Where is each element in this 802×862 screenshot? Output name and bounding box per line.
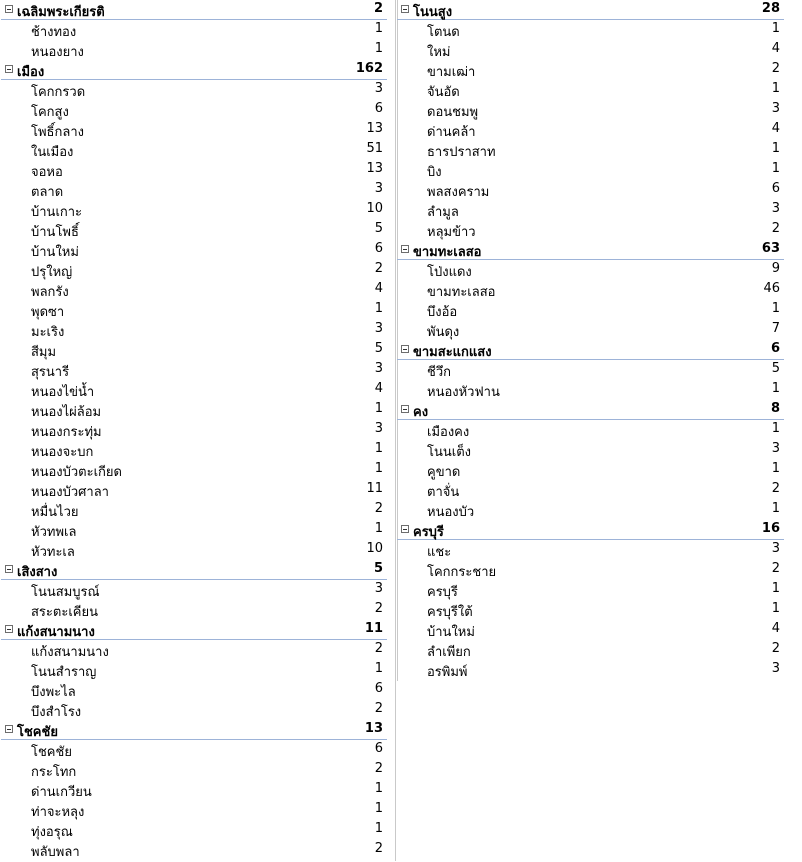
subdistrict-name: เมืองคง [427,425,470,440]
subdistrict-name: ด่านคล้า [427,125,476,140]
subdistrict-count: 4 [771,621,780,636]
subdistrict-row[interactable] [1,40,387,60]
subdistrict-row[interactable] [397,140,784,160]
subdistrict-count: 2 [374,601,383,616]
subdistrict-count: 5 [374,341,383,356]
collapse-toggle-icon[interactable] [5,5,13,13]
subdistrict-count: 2 [771,221,780,236]
subdistrict-row[interactable] [397,20,784,40]
subdistrict-count: 2 [771,641,780,656]
subdistrict-row[interactable] [397,620,784,640]
subdistrict-count: 10 [366,541,383,556]
subdistrict-row[interactable] [1,340,387,360]
subdistrict-row[interactable] [1,360,387,380]
subdistrict-count: 1 [771,381,780,396]
subdistrict-row[interactable] [1,300,387,320]
district-name: แก้งสนามนาง [17,625,95,640]
subdistrict-name: หลุมข้าว [427,225,476,240]
subdistrict-count: 3 [771,541,780,556]
subdistrict-name: ในเมือง [31,145,74,160]
subdistrict-count: 1 [374,401,383,416]
subdistrict-row[interactable] [397,60,784,80]
subdistrict-name: หนองบัวศาลา [31,485,109,500]
subdistrict-name: หัวทะเล [31,545,75,560]
subdistrict-name: หนองบัว [427,505,475,520]
subdistrict-row[interactable] [1,800,387,820]
subdistrict-count: 1 [771,21,780,36]
subdistrict-row[interactable] [397,260,784,280]
district-group-row[interactable] [397,240,784,260]
subdistrict-name: หนองจะบก [31,445,94,460]
subdistrict-row[interactable] [1,640,387,660]
subdistrict-name: ท่าจะหลุง [31,805,85,820]
district-name: โนนสูง [413,5,453,20]
subdistrict-row[interactable] [397,500,784,520]
subdistrict-count: 4 [374,381,383,396]
subdistrict-count: 3 [771,201,780,216]
subdistrict-name: จันอัด [427,85,460,100]
subdistrict-count: 2 [374,761,383,776]
subdistrict-name: โคกกรวด [31,85,86,100]
subdistrict-row[interactable] [1,500,387,520]
subdistrict-name: โป่งแดง [427,265,472,280]
subdistrict-row[interactable] [397,660,784,680]
district-total: 162 [355,61,383,76]
subdistrict-name: โคกสูง [31,105,69,120]
district-group-row[interactable] [397,340,784,360]
subdistrict-row[interactable] [1,600,387,620]
subdistrict-row[interactable] [397,580,784,600]
subdistrict-count: 2 [374,261,383,276]
subdistrict-count: 1 [771,601,780,616]
subdistrict-row[interactable] [1,760,387,780]
subdistrict-row[interactable] [397,420,784,440]
subdistrict-name: สุรนารี [31,365,70,380]
subdistrict-name: สีมุม [31,345,57,360]
subdistrict-row[interactable] [397,360,784,380]
district-name: ขามสะแกแสง [413,345,492,360]
subdistrict-count: 3 [771,101,780,116]
subdistrict-row[interactable] [397,180,784,200]
subdistrict-name: ลำมูล [427,205,459,220]
subdistrict-count: 1 [374,301,383,316]
subdistrict-row[interactable] [397,320,784,340]
subdistrict-count: 6 [374,741,383,756]
subdistrict-count: 3 [771,441,780,456]
subdistrict-row[interactable] [397,120,784,140]
subdistrict-count: 13 [366,161,383,176]
subdistrict-count: 51 [366,141,383,156]
subdistrict-name: ตลาด [31,185,64,200]
subdistrict-row[interactable] [397,380,784,400]
subdistrict-count: 2 [771,481,780,496]
subdistrict-count: 5 [374,221,383,236]
subdistrict-name: ครบุรีใต้ [427,605,473,620]
subdistrict-row[interactable] [1,140,387,160]
subdistrict-count: 1 [374,661,383,676]
district-total: 28 [761,1,780,16]
subdistrict-row[interactable] [1,100,387,120]
subdistrict-name: มะเริง [31,325,65,340]
subdistrict-count: 1 [374,801,383,816]
subdistrict-row[interactable] [1,320,387,340]
subdistrict-row[interactable] [1,180,387,200]
collapse-toggle-icon[interactable] [401,345,409,353]
subdistrict-name: หัวทพเล [31,525,77,540]
subdistrict-row[interactable] [397,640,784,660]
collapse-toggle-icon[interactable] [401,5,409,13]
subdistrict-name: โนนสำราญ [31,665,97,680]
subdistrict-name: หนองหัวฟาน [427,385,500,400]
subdistrict-name: ช้างทอง [31,25,77,40]
subdistrict-count: 3 [374,581,383,596]
subdistrict-name: โตนด [427,25,460,40]
subdistrict-count: 1 [771,581,780,596]
subdistrict-row[interactable] [397,280,784,300]
district-group-row[interactable] [397,400,784,420]
subdistrict-name: ลำเพียก [427,645,471,660]
subdistrict-row[interactable] [397,560,784,580]
subdistrict-row[interactable] [1,840,387,860]
subdistrict-row[interactable] [1,400,387,420]
subdistrict-row[interactable] [397,600,784,620]
subdistrict-name: โคกกระชาย [427,565,497,580]
subdistrict-count: 2 [374,641,383,656]
subdistrict-row[interactable] [397,220,784,240]
district-name: คง [413,405,429,420]
subdistrict-name: พันดุง [427,325,460,340]
subdistrict-name: ด่านเกวียน [31,785,92,800]
subdistrict-row[interactable] [1,820,387,840]
collapse-toggle-icon[interactable] [401,245,409,253]
subdistrict-name: ธารปราสาท [427,145,496,160]
subdistrict-count: 3 [374,81,383,96]
subdistrict-row[interactable] [1,740,387,760]
subdistrict-row[interactable] [1,420,387,440]
subdistrict-count: 6 [771,181,780,196]
subdistrict-count: 3 [771,661,780,676]
subdistrict-count: 4 [771,121,780,136]
subdistrict-row[interactable] [397,200,784,220]
collapse-toggle-icon[interactable] [5,565,13,573]
subdistrict-name: หมื่นไวย [31,505,79,520]
subdistrict-count: 7 [771,321,780,336]
district-total: 63 [761,241,780,256]
subdistrict-count: 3 [374,321,383,336]
subdistrict-count: 1 [771,501,780,516]
subdistrict-row[interactable] [1,540,387,560]
subdistrict-row[interactable] [1,20,387,40]
subdistrict-count: 2 [771,561,780,576]
subdistrict-name: หนองไข่น้ำ [31,385,95,400]
subdistrict-row[interactable] [397,80,784,100]
subdistrict-count: 46 [763,281,780,296]
collapse-toggle-icon[interactable] [401,525,409,533]
subdistrict-row[interactable] [397,40,784,60]
subdistrict-name: ขามเฒ่า [427,65,476,80]
subdistrict-name: บึงพะไล [31,685,76,700]
district-total: 5 [373,561,383,576]
subdistrict-name: ทุ่งอรุณ [31,825,73,840]
district-name: ครบุรี [413,525,444,540]
subdistrict-row[interactable] [397,100,784,120]
subdistrict-row[interactable] [397,300,784,320]
district-group-row[interactable] [1,0,387,20]
subdistrict-count: 13 [366,121,383,136]
subdistrict-name: บ้านใหม่ [427,625,475,640]
subdistrict-count: 1 [374,781,383,796]
district-total: 11 [364,621,383,636]
district-total: 16 [761,521,780,536]
subdistrict-count: 1 [771,301,780,316]
subdistrict-name: โชคชัย [31,745,72,760]
subdistrict-count: 1 [771,141,780,156]
district-group-row[interactable] [1,720,387,740]
subdistrict-row[interactable] [1,480,387,500]
subdistrict-row[interactable] [397,480,784,500]
subdistrict-row[interactable] [397,460,784,480]
subdistrict-name: พุดซา [31,305,65,320]
subdistrict-count: 4 [771,41,780,56]
subdistrict-name: หนองยาง [31,45,84,60]
subdistrict-count: 3 [374,421,383,436]
subdistrict-count: 1 [771,421,780,436]
district-total: 8 [770,401,780,416]
subdistrict-name: อรพิมพ์ [427,665,468,680]
subdistrict-name: หนองกระทุ่ม [31,425,102,440]
subdistrict-row[interactable] [1,160,387,180]
subdistrict-name: บ้านเกาะ [31,205,83,220]
subdistrict-name: ครบุรี [427,585,458,600]
subdistrict-row[interactable] [397,440,784,460]
subdistrict-count: 6 [374,681,383,696]
subdistrict-name: โนนสมบูรณ์ [31,585,100,600]
subdistrict-name: บึงสำโรง [31,705,82,720]
district-group-row[interactable] [397,520,784,540]
subdistrict-count: 1 [771,81,780,96]
district-group-row[interactable] [397,0,784,20]
district-name: เมือง [17,65,45,80]
subdistrict-row[interactable] [1,780,387,800]
subdistrict-row[interactable] [1,440,387,460]
district-name: เฉลิมพระเกียรติ [17,5,105,20]
subdistrict-row[interactable] [1,280,387,300]
subdistrict-count: 2 [374,501,383,516]
subdistrict-name: แก้งสนามนาง [31,645,109,660]
district-name: ขามทะเลสอ [413,245,482,260]
subdistrict-name: พลับพลา [31,845,80,860]
subdistrict-name: คูขาด [427,465,461,480]
district-total: 2 [373,1,383,16]
subdistrict-row[interactable] [1,580,387,600]
collapse-toggle-icon[interactable] [5,725,13,733]
district-group-row[interactable] [1,620,387,640]
subdistrict-name: หนองไผ่ล้อม [31,405,102,420]
subdistrict-name: บึงอ้อ [427,305,458,320]
subdistrict-name: จอหอ [31,165,63,180]
pivot-column-left [1,0,387,860]
subdistrict-count: 1 [374,21,383,36]
subdistrict-count: 2 [374,841,383,856]
subdistrict-row[interactable] [1,520,387,540]
subdistrict-row[interactable] [1,120,387,140]
subdistrict-row[interactable] [1,200,387,220]
subdistrict-count: 1 [374,521,383,536]
subdistrict-count: 4 [374,281,383,296]
subdistrict-name: ตาจั่น [427,485,460,500]
subdistrict-count: 1 [771,161,780,176]
subdistrict-name: ขามทะเลสอ [427,285,496,300]
collapse-toggle-icon[interactable] [5,65,13,73]
subdistrict-name: ใหม่ [427,45,451,60]
subdistrict-row[interactable] [1,660,387,680]
subdistrict-name: พลกรัง [31,285,69,300]
subdistrict-row[interactable] [1,460,387,480]
subdistrict-name: บิง [427,165,442,180]
subdistrict-name: สระตะเคียน [31,605,98,620]
subdistrict-name: ชีวึก [427,365,451,380]
district-group-row[interactable] [1,560,387,580]
subdistrict-row[interactable] [1,220,387,240]
subdistrict-count: 11 [366,481,383,496]
district-total: 6 [770,341,780,356]
subdistrict-row[interactable] [397,540,784,560]
subdistrict-row[interactable] [1,80,387,100]
district-total: 13 [364,721,383,736]
subdistrict-name: ดอนชมพู [427,105,479,120]
collapse-toggle-icon[interactable] [5,625,13,633]
subdistrict-row[interactable] [1,700,387,720]
subdistrict-count: 1 [374,441,383,456]
column-divider [395,0,396,861]
subdistrict-count: 1 [771,461,780,476]
subdistrict-name: โพธิ์กลาง [31,125,84,140]
subdistrict-row[interactable] [1,260,387,280]
subdistrict-count: 1 [374,821,383,836]
subdistrict-row[interactable] [1,380,387,400]
district-name: โชคชัย [17,725,58,740]
subdistrict-count: 9 [771,261,780,276]
district-name: เสิงสาง [17,565,58,580]
subdistrict-count: 6 [374,241,383,256]
subdistrict-name: กระโทก [31,765,77,780]
subdistrict-row[interactable] [1,680,387,700]
subdistrict-count: 2 [771,61,780,76]
subdistrict-count: 3 [374,361,383,376]
subdistrict-count: 1 [374,41,383,56]
subdistrict-name: หนองบัวตะเกียด [31,465,122,480]
pivot-column-right [397,0,784,680]
subdistrict-name: โนนเต็ง [427,445,471,460]
subdistrict-count: 3 [374,181,383,196]
subdistrict-row[interactable] [1,240,387,260]
subdistrict-count: 1 [374,461,383,476]
subdistrict-name: ปรุใหญ่ [31,265,73,280]
collapse-toggle-icon[interactable] [401,405,409,413]
subdistrict-count: 10 [366,201,383,216]
subdistrict-name: แชะ [427,545,452,560]
district-group-row[interactable] [1,60,387,80]
subdistrict-count: 6 [374,101,383,116]
subdistrict-name: บ้านใหม่ [31,245,79,260]
subdistrict-name: บ้านโพธิ์ [31,225,79,240]
subdistrict-count: 5 [771,361,780,376]
subdistrict-count: 2 [374,701,383,716]
subdistrict-row[interactable] [397,160,784,180]
subdistrict-name: พลสงคราม [427,185,490,200]
